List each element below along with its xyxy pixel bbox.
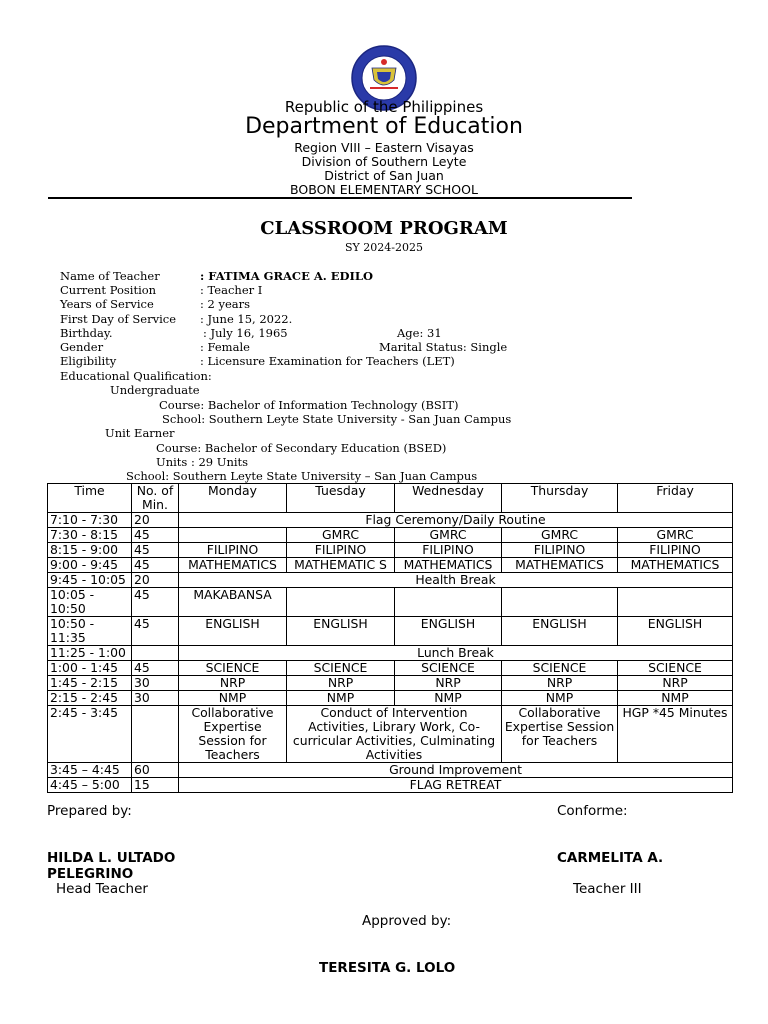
friday-cell: MATHEMATICS (618, 558, 733, 573)
time-cell: 8:15 - 9:00 (48, 543, 132, 558)
table-row (48, 646, 733, 661)
tuesday-cell: GMRC (287, 528, 395, 543)
table-row (48, 617, 733, 646)
time-cell: 10:05 - 10:50 (48, 588, 132, 617)
minutes-cell: 15 (132, 778, 179, 793)
activity-cell: Health Break (179, 573, 733, 588)
tuesday-cell: NRP (287, 676, 395, 691)
thursday-cell: Collaborative Expertise Session for Teachers (502, 706, 618, 763)
table-row (48, 763, 733, 778)
header-rule (48, 197, 632, 199)
unit-units: Units : 29 Units (156, 455, 249, 469)
undergraduate-label: Undergraduate (110, 383, 200, 397)
thursday-cell: MATHEMATICS (502, 558, 618, 573)
friday-cell: FILIPINO (618, 543, 733, 558)
teacher-value: : FATIMA GRACE A. EDILO (200, 269, 373, 283)
header-thursday: Thursday (502, 484, 618, 513)
friday-cell: SCIENCE (618, 661, 733, 676)
table-row (48, 558, 733, 573)
friday-cell: ENGLISH (618, 617, 733, 646)
birthday-label: Birthday. (60, 326, 113, 340)
school-year: SY 2024-2025 (345, 241, 423, 254)
header-monday: Monday (179, 484, 287, 513)
minutes-cell: 45 (132, 543, 179, 558)
minutes-cell (132, 706, 179, 763)
gender-label: Gender (60, 340, 104, 354)
tuesday-cell: SCIENCE (287, 661, 395, 676)
eligibility-value: : Licensure Examination for Teachers (LET) (200, 354, 455, 368)
time-cell: 11:25 - 1:00 (48, 646, 132, 661)
time-cell: 2:45 - 3:45 (48, 706, 132, 763)
unit-school: School: Southern Leyte State University – San Juan Campus (126, 469, 478, 483)
time-cell: 9:00 - 9:45 (48, 558, 132, 573)
minutes-cell: 45 (132, 528, 179, 543)
tuesday-cell (287, 588, 395, 617)
thursday-cell: NRP (502, 676, 618, 691)
minutes-cell: 20 (132, 513, 179, 528)
activity-cell: Lunch Break (179, 646, 733, 661)
friday-cell: GMRC (618, 528, 733, 543)
prepared-by-label: Prepared by: (47, 803, 132, 819)
school-line: BOBON ELEMENTARY SCHOOL (290, 182, 478, 197)
wednesday-cell (395, 588, 502, 617)
time-cell: 7:30 - 8:15 (48, 528, 132, 543)
header-tuesday: Tuesday (287, 484, 395, 513)
table-row (48, 543, 733, 558)
wednesday-cell: NMP (395, 691, 502, 706)
years-value: : 2 years (200, 297, 251, 311)
unit-course: Course: Bachelor of Secondary Education (BSED) (156, 441, 447, 455)
document-title: CLASSROOM PROGRAM (260, 218, 508, 239)
approved-by-label: Approved by: (362, 913, 452, 929)
friday-cell: HGP *45 Minutes (618, 706, 733, 763)
table-row (48, 676, 733, 691)
wednesday-cell: SCIENCE (395, 661, 502, 676)
minutes-cell: 30 (132, 676, 179, 691)
years-label: Years of Service (60, 297, 154, 311)
division-line: Division of Southern Leyte (301, 154, 467, 169)
tuesday-wednesday-cell: Conduct of Intervention Activities, Library Work, Co-curricular Activities, Culminating Activities (287, 706, 502, 763)
table-row (48, 528, 733, 543)
monday-cell: NMP (179, 691, 287, 706)
friday-cell (618, 588, 733, 617)
thursday-cell: FILIPINO (502, 543, 618, 558)
time-cell: 1:00 - 1:45 (48, 661, 132, 676)
time-cell: 1:45 - 2:15 (48, 676, 132, 691)
wednesday-cell: NRP (395, 676, 502, 691)
minutes-cell: 30 (132, 691, 179, 706)
monday-cell: Collaborative Expertise Session for Teachers (179, 706, 287, 763)
firstday-label: First Day of Service (60, 312, 176, 326)
republic-line: Republic of the Philippines (284, 98, 484, 116)
activity-cell: Flag Ceremony/Daily Routine (179, 513, 733, 528)
thursday-cell: SCIENCE (502, 661, 618, 676)
monday-cell (179, 528, 287, 543)
friday-cell: NRP (618, 676, 733, 691)
monday-cell: SCIENCE (179, 661, 287, 676)
tuesday-cell: FILIPINO (287, 543, 395, 558)
thursday-cell: GMRC (502, 528, 618, 543)
minutes-cell: 45 (132, 617, 179, 646)
tuesday-cell: NMP (287, 691, 395, 706)
table-header-row (48, 484, 733, 513)
monday-cell: MAKABANSA (179, 588, 287, 617)
minutes-cell: 45 (132, 588, 179, 617)
header-wednesday: Wednesday (395, 484, 502, 513)
wednesday-cell: ENGLISH (395, 617, 502, 646)
prepared-by-name: HILDA L. ULTADO PELEGRINO (47, 850, 176, 882)
wednesday-cell: FILIPINO (395, 543, 502, 558)
table-row (48, 706, 733, 763)
thursday-cell (502, 588, 618, 617)
teacher-label: Name of Teacher (60, 269, 160, 283)
undergrad-course: Course: Bachelor of Information Technology (BSIT) (159, 398, 459, 412)
wednesday-cell: GMRC (395, 528, 502, 543)
conforme-title: Teacher III (573, 881, 642, 897)
prepared-by-title: Head Teacher (56, 881, 148, 897)
approved-by-name: TERESITA G. LOLO (319, 960, 456, 976)
education-label: Educational Qualification: (60, 369, 212, 383)
minutes-cell: 45 (132, 661, 179, 676)
department-name: Department of Education (245, 114, 523, 139)
header-time: Time (48, 484, 132, 513)
time-cell: 2:15 - 2:45 (48, 691, 132, 706)
friday-cell: NMP (618, 691, 733, 706)
header-minutes: No. of Min. (132, 484, 179, 513)
minutes-cell (132, 646, 179, 661)
undergrad-school: School: Southern Leyte State University - San Juan Campus (162, 412, 512, 426)
activity-cell: Ground Improvement (179, 763, 733, 778)
activity-cell: FLAG RETREAT (179, 778, 733, 793)
monday-cell: NRP (179, 676, 287, 691)
firstday-value: : June 15, 2022. (200, 312, 293, 326)
table-row (48, 778, 733, 793)
time-cell: 7:10 - 7:30 (48, 513, 132, 528)
unit-earner-label: Unit Earner (105, 426, 175, 440)
conforme-label: Conforme: (557, 803, 628, 819)
position-label: Current Position (60, 283, 157, 297)
eligibility-label: Eligibility (60, 354, 117, 368)
position-value: : Teacher I (200, 283, 263, 297)
conforme-name: CARMELITA A. (557, 850, 664, 866)
wednesday-cell: MATHEMATICS (395, 558, 502, 573)
monday-cell: ENGLISH (179, 617, 287, 646)
thursday-cell: NMP (502, 691, 618, 706)
minutes-cell: 45 (132, 558, 179, 573)
minutes-cell: 20 (132, 573, 179, 588)
marital-status: Marital Status: Single (379, 340, 508, 354)
monday-cell: MATHEMATICS (179, 558, 287, 573)
time-cell: 4:45 – 5:00 (48, 778, 132, 793)
table-row (48, 691, 733, 706)
gender-value: : Female (200, 340, 250, 354)
table-row (48, 588, 733, 617)
district-line: District of San Juan (324, 168, 444, 183)
birthday-value: : July 16, 1965 (203, 326, 288, 340)
time-cell: 9:45 - 10:05 (48, 573, 132, 588)
thursday-cell: ENGLISH (502, 617, 618, 646)
time-cell: 3:45 – 4:45 (48, 763, 132, 778)
minutes-cell: 60 (132, 763, 179, 778)
header-friday: Friday (618, 484, 733, 513)
table-row (48, 573, 733, 588)
table-row (48, 513, 733, 528)
monday-cell: FILIPINO (179, 543, 287, 558)
region-line: Region VIII – Eastern Visayas (294, 140, 474, 155)
time-cell: 10:50 - 11:35 (48, 617, 132, 646)
age-value: Age: 31 (397, 326, 442, 340)
schedule-table (47, 483, 733, 793)
tuesday-cell: ENGLISH (287, 617, 395, 646)
table-row (48, 661, 733, 676)
tuesday-cell: MATHEMATIC S (287, 558, 395, 573)
